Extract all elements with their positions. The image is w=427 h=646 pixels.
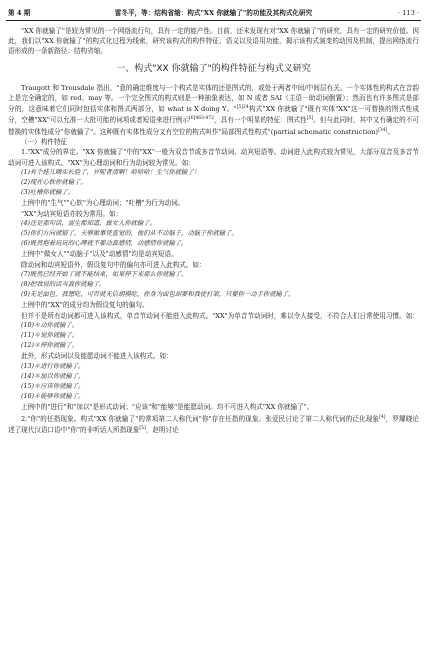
citation: [34] [378,127,388,133]
running-header [6,6,421,21]
example-sentence: (6)既然抱着玩玩的心理就不要动真感情，动感情你就输了。 [21,240,188,248]
example-sentence: (11)＊说你就输了。 [21,332,79,340]
paragraph-ni-reference: 2."你"的任指现象。构式"XX 你就输了"的常项第二人称代词"你"存在任指的现象。张爱民讨论了第二人称代词的泛化现象[4]，罗耀晓论述了现代汉语口语中"你"的非听话人所指现象[5]，赵明讨论 [8,414,419,435]
citation: [6]463-472 [188,116,215,122]
citation: [5] [306,116,314,122]
running-title: 雷冬平，等：结构省缩：构式"XX 你就输了"的功能及其构式化研究 [114,9,313,17]
paragraph-traugott: Traugott 和 Trousdale 指出，"意的确定维度与一个构式是实体的还是图式的，或处于两者中间/中间层有关。一个实体性的构式在音韵上是完全确定的，如 red、may 等。一个完全图式的构式则是一种抽象表达，如 N 或者 SAI（主语－助动词倒置）；然而也有许多图式是部分的，这意味着它们同时包括实体和图式两部分，如 what is X doing Y。"$^{[5]24}$构式"XX 你就输了"既有实体"XX"这一可替换的图式性成分，空槽"XX"可以允准一大批可能的词项或者短语来进行例示$^{[6]463-472}$，具有一个明显的特征：图式性[5]。但与此同时，其中又有确定的不可替换的实体性成分"你就输了"。这种既有实体性成分又有空位的构式叫作"局部图式性构式"(partial schematic construction)[34]。 [8,83,420,136]
example-sentence: (12)＊停你就输了。 [21,342,79,350]
paragraph-text: "XX"为动宾短语亦较为常用。如： [21,209,123,218]
example-sentence: (7)既然已经开始了就不能结束，如果停下来那么你就输了。 [21,270,188,278]
paragraph-text: 上例中的"进行"和"加以"是形式动词；"应该"和"能够"是能愿动词。均不可进入构式"XX 你就输了"。 [21,403,314,412]
paragraph-text: 上例中的"生气""心软"为心理动词；"吐槽"为行为动词。 [21,199,185,208]
example-sentence: (8)把我说的话当真你就输了。 [21,281,106,289]
example-sentence: (9)无是面包，我想吃，可首就无信胡摸吃，你身为面包却要和我使打架，只要你一动手你就输了。 [21,291,295,299]
issue-number: 第 4 期 [8,9,31,17]
example-sentence: (5)你们方向就错了，天够做事凭直觉的，他们从不动脑子，动脑子你就输了。 [21,230,238,238]
example-sentence: (15)＊应该你就输了。 [21,383,85,391]
example-sentence: (14)＊加以你就输了。 [21,372,85,380]
example-sentence: (1)有个娃儿嗨实长脸了，岁呢者清啊！哈哈哈！生气你就输了！ [21,168,200,176]
paragraph-text: 此外，形式动词以及能愿动词不能进入该构式。如： [21,352,173,361]
example-sentence: (4)还是那句话，富生都知道，做女人你就输了。 [21,219,156,227]
citation: [5]24 [236,105,249,111]
paragraph-text: 上例中的"XX"的成分均为假设复句的偏句。 [21,301,149,310]
example-sentence: (3)吐槽你就输了。 [21,189,74,197]
paragraph-text: 上例中"做女人""动脑子"以及"动感情"均是动宾短语。 [21,250,178,259]
article-body [8,26,419,435]
intro-paragraph: "XX 你就输了"是较为常见的一个网络流行句，具有一定的能产性。目前，还未发现有对"XX 你就输了"的研究，具有一定的研究价值。因此，我们以"XX 你就输了"的构式化过程为线索，研究该构式的构件特征、语义以及语用功能，揭示该构式演变的动因及机制，提出网络流行语形成的一条新路径：结构省缩。 [8,27,419,56]
example-sentence: (2)现在心软你就输了。 [21,179,87,186]
section-heading: 一、构式"XX 你就输了"的构件特征与构式义研究 [116,63,311,74]
subsection-heading: （一）构件特征 [21,138,68,147]
example-sentence: (10)＊动你就输了。 [21,321,79,329]
paragraph-text: 除动词和动宾短语外，假设复句中的偏句亦可进入此构式。如： [21,260,206,269]
page-number: · 113 · [398,9,419,17]
example-sentence: (16)＊能够你就输了。 [21,393,85,401]
citation: [5] [139,426,146,432]
paragraph-xx-definition: 1."XX"成分的界定。"XX 你就输了"中的"XX"一般为双音节或多音节动词、动宾短语等。动词进入此构式较为常见，大部分双音及多音节动词可进入该构式。"XX"为心理动词和行为动词较为常见。如： [8,148,419,167]
paragraph-text: 但并不是所有动词都可进入该构式，单音节动词不能进入此构式。"XX"为单音节动词时，难以令人接受，不符合人们日常使用习惯。如： [21,311,419,320]
citation: [4] [379,414,386,420]
example-sentence: (13)＊进行你就输了。 [21,362,85,370]
